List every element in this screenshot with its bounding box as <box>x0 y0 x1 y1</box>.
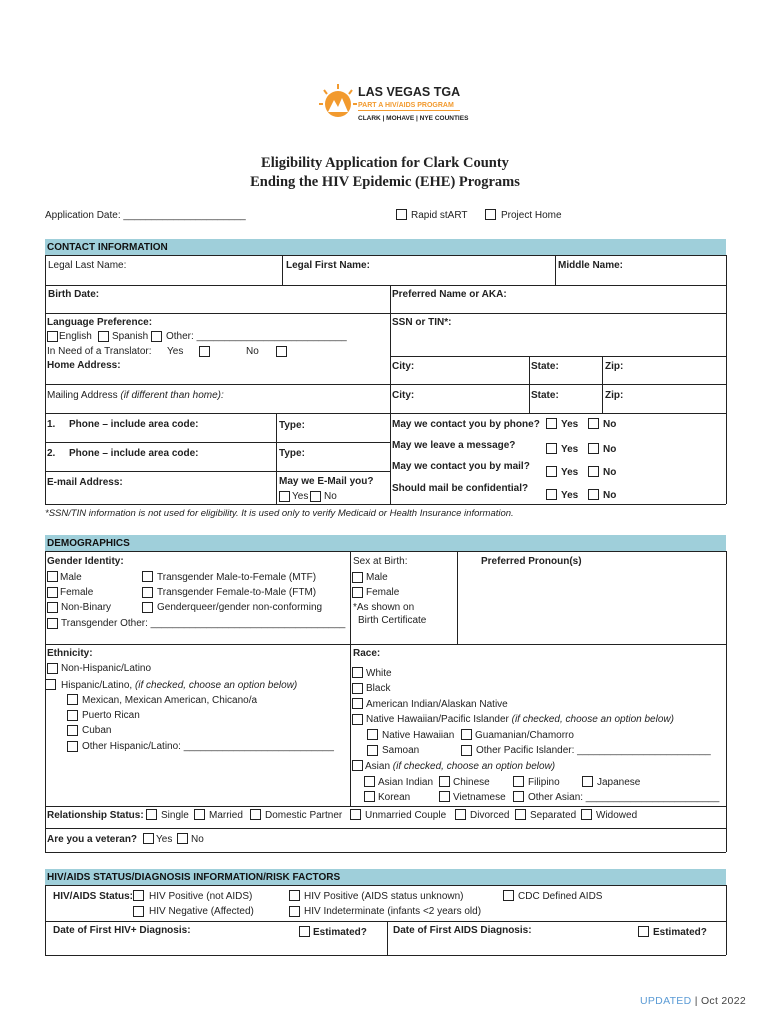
asian-indian-checkbox[interactable] <box>364 776 375 787</box>
asian-note: (if checked, choose an option below) <box>392 761 556 772</box>
may-email-no-label: No <box>324 491 337 502</box>
may-email-no-checkbox[interactable] <box>310 491 321 502</box>
english-checkbox[interactable] <box>47 331 58 342</box>
veteran-label: Are you a veteran? <box>47 834 138 845</box>
home-zip-field[interactable]: Zip: <box>605 361 624 372</box>
mailing-state-field[interactable]: State: <box>531 390 559 401</box>
spanish-label: Spanish <box>112 331 149 342</box>
other-asian-field[interactable]: Other Asian: ________________________ <box>528 792 720 803</box>
other-hispanic-checkbox[interactable] <box>67 741 78 752</box>
hiv-section-header: HIV/AIDS STATUS/DIAGNOSIS INFORMATION/RISK FACTORS <box>45 869 726 885</box>
separated-label: Separated <box>530 810 577 821</box>
birth-cert-note: Birth Certificate <box>358 615 427 626</box>
other-pi-checkbox[interactable] <box>461 745 472 756</box>
mailing-address-field[interactable] <box>47 390 224 402</box>
married-label: Married <box>209 810 243 821</box>
divider <box>45 551 726 552</box>
contact-phone-yes-label: Yes <box>561 419 579 430</box>
hiv-dx-estimated-checkbox[interactable] <box>299 926 310 937</box>
first-aids-dx-field[interactable]: Date of First AIDS Diagnosis: <box>393 925 532 936</box>
unmarried-couple-label: Unmarried Couple <box>365 810 447 821</box>
contact-phone-no-label: No <box>603 419 617 430</box>
hiv-positive-not-aids-checkbox[interactable] <box>133 890 144 901</box>
may-email-yes-checkbox[interactable] <box>279 491 290 502</box>
footer-updated <box>640 995 746 1007</box>
contact-mail-label: May we contact you by mail? <box>392 461 530 472</box>
gender-genderqueer-label: Genderqueer/gender non-conforming <box>157 602 323 613</box>
other-asian-checkbox[interactable] <box>513 791 524 802</box>
ssn-footnote: *SSN/TIN information is not used for eligibility. It is used only to verify Medicaid or Health Insurance information. <box>45 508 514 519</box>
contact-phone-label: May we contact you by phone? <box>392 419 540 430</box>
separated-checkbox[interactable] <box>515 809 526 820</box>
american-indian-label: American Indian/Alaskan Native <box>366 699 508 710</box>
leave-message-no-checkbox[interactable] <box>588 443 599 454</box>
contact-mail-yes-checkbox[interactable] <box>546 466 557 477</box>
demographics-section-header: DEMOGRAPHICS <box>45 535 726 551</box>
guamanian-checkbox[interactable] <box>461 729 472 740</box>
footer-updated-label: UPDATED <box>640 995 692 1007</box>
hiv-negative-checkbox[interactable] <box>133 906 144 917</box>
other-language-checkbox[interactable] <box>151 331 162 342</box>
project-home-label: Project Home <box>501 210 562 221</box>
hiv-indeterminate-checkbox[interactable] <box>289 906 300 917</box>
divider <box>555 255 556 285</box>
divider <box>45 471 390 472</box>
mail-confidential-yes-label: Yes <box>561 490 579 501</box>
home-address-field[interactable]: Home Address: <box>47 360 121 371</box>
phone1-type-field[interactable]: Type: <box>279 420 305 431</box>
divider <box>387 921 388 955</box>
phone2-field[interactable]: Phone – include area code: <box>69 448 199 459</box>
divider <box>390 285 391 504</box>
sex-at-birth-label: Sex at Birth: <box>353 556 408 567</box>
leave-message-yes-label: Yes <box>561 444 579 455</box>
mail-confidential-no-checkbox[interactable] <box>588 489 599 500</box>
samoan-label: Samoan <box>382 745 420 756</box>
rapid-start-checkbox[interactable] <box>396 209 407 220</box>
footer-date: | Oct 2022 <box>694 995 746 1007</box>
logo-counties: CLARK | MOHAVE | NYE COUNTIES <box>358 115 469 122</box>
aids-dx-estimated-checkbox[interactable] <box>638 926 649 937</box>
hiv-status-label: HIV/AIDS Status: <box>53 891 134 902</box>
non-hispanic-checkbox[interactable] <box>47 663 58 674</box>
sab-female-checkbox[interactable] <box>352 587 363 598</box>
leave-message-no-label: No <box>603 444 617 455</box>
spanish-checkbox[interactable] <box>98 331 109 342</box>
native-hawaiian-label: Native Hawaiian <box>382 730 455 741</box>
hiv-dx-estimated-label: Estimated? <box>313 927 367 938</box>
gender-nonbinary-label: Non-Binary <box>61 602 112 613</box>
divider <box>529 356 530 413</box>
rapid-start-label: Rapid stART <box>411 210 468 221</box>
mailing-zip-field[interactable]: Zip: <box>605 390 624 401</box>
filipino-checkbox[interactable] <box>513 776 524 787</box>
asian-text: Asian <box>365 761 391 772</box>
american-indian-checkbox[interactable] <box>352 698 363 709</box>
hiv-positive-unknown-label: HIV Positive (AIDS status unknown) <box>304 891 464 902</box>
gender-identity-label: Gender Identity: <box>47 556 124 567</box>
divider <box>350 551 351 806</box>
gender-ftm-label: Transgender Female-to-Male (FTM) <box>157 587 317 598</box>
as-shown-note: *As shown on <box>353 602 415 613</box>
widowed-checkbox[interactable] <box>581 809 592 820</box>
single-checkbox[interactable] <box>146 809 157 820</box>
korean-checkbox[interactable] <box>364 791 375 802</box>
divider <box>45 885 726 886</box>
translator-label: In Need of a Translator: <box>47 346 152 357</box>
divider <box>276 413 277 504</box>
divider <box>45 885 46 955</box>
logo <box>318 82 478 128</box>
divider <box>45 921 726 922</box>
gender-male-label: Male <box>60 572 82 583</box>
mail-confidential-no-label: No <box>603 490 617 501</box>
widowed-label: Widowed <box>596 810 638 821</box>
divider <box>726 885 727 955</box>
mail-confidential-label: Should mail be confidential? <box>392 483 529 494</box>
pronouns-field[interactable]: Preferred Pronoun(s) <box>481 556 582 567</box>
gender-nonbinary-checkbox[interactable] <box>47 602 58 613</box>
asian-indian-label: Asian Indian <box>378 777 434 788</box>
may-email-yes-label: Yes <box>292 491 309 502</box>
hiv-positive-not-aids-label: HIV Positive (not AIDS) <box>149 891 253 902</box>
white-checkbox[interactable] <box>352 667 363 678</box>
english-label: English <box>59 331 92 342</box>
middle-name-field[interactable]: Middle Name: <box>558 260 624 271</box>
cdc-aids-checkbox[interactable] <box>503 890 514 901</box>
mailing-address-label: Mailing Address <box>47 390 118 401</box>
filipino-label: Filipino <box>528 777 560 788</box>
divider <box>45 255 46 504</box>
mailing-address-note: (if different than home): <box>120 390 224 401</box>
divider <box>45 285 726 286</box>
divider <box>45 852 726 853</box>
gender-male-checkbox[interactable] <box>47 571 58 582</box>
hiv-negative-label: HIV Negative (Affected) <box>149 906 254 917</box>
korean-label: Korean <box>378 792 411 803</box>
gender-trans-other-field[interactable]: Transgender Other: ___________________________________ <box>61 618 346 629</box>
vietnamese-label: Vietnamese <box>453 792 506 803</box>
divider <box>45 504 726 505</box>
divorced-checkbox[interactable] <box>455 809 466 820</box>
page-title-line1: Eligibility Application for Clark County <box>261 155 509 171</box>
divider <box>45 644 726 645</box>
email-field[interactable]: E-mail Address: <box>47 477 123 488</box>
divider <box>45 828 726 829</box>
home-city-field[interactable]: City: <box>392 361 415 372</box>
aids-dx-estimated-label: Estimated? <box>653 927 707 938</box>
puerto-rican-checkbox[interactable] <box>67 710 78 721</box>
application-date-field[interactable]: Application Date: ______________________ <box>45 210 246 221</box>
asian-checkbox[interactable] <box>352 760 363 771</box>
cdc-aids-label: CDC Defined AIDS <box>518 891 603 902</box>
language-pref-label: Language Preference: <box>47 317 153 328</box>
gender-genderqueer-checkbox[interactable] <box>142 602 153 613</box>
mailing-city-field[interactable]: City: <box>392 390 415 401</box>
phone2-type-field[interactable]: Type: <box>279 448 305 459</box>
puerto-rican-label: Puerto Rican <box>82 710 140 721</box>
chinese-checkbox[interactable] <box>439 776 450 787</box>
translator-no-checkbox[interactable] <box>276 346 287 357</box>
leave-message-yes-checkbox[interactable] <box>546 443 557 454</box>
translator-yes-checkbox[interactable] <box>199 346 210 357</box>
contact-mail-no-checkbox[interactable] <box>588 466 599 477</box>
gender-female-label: Female <box>60 587 94 598</box>
veteran-yes-checkbox[interactable] <box>143 833 154 844</box>
black-label: Black <box>366 683 391 694</box>
divider <box>45 384 726 385</box>
other-language-field[interactable]: Other: ___________________________ <box>166 331 347 342</box>
sab-female-label: Female <box>366 587 400 598</box>
divider <box>45 255 726 256</box>
home-state-field[interactable]: State: <box>531 361 559 372</box>
logo-title: LAS VEGAS TGA <box>358 85 461 99</box>
domestic-partner-checkbox[interactable] <box>250 809 261 820</box>
japanese-checkbox[interactable] <box>582 776 593 787</box>
gender-mtf-checkbox[interactable] <box>142 571 153 582</box>
hispanic-label <box>61 680 297 692</box>
legal-first-name-field[interactable]: Legal First Name: <box>286 260 370 271</box>
japanese-label: Japanese <box>597 777 641 788</box>
divider <box>45 806 726 807</box>
veteran-no-checkbox[interactable] <box>177 833 188 844</box>
divider <box>726 255 727 504</box>
asian-label <box>365 761 555 773</box>
non-hispanic-label: Non-Hispanic/Latino <box>61 663 152 674</box>
cuban-checkbox[interactable] <box>67 725 78 736</box>
relationship-status-label: Relationship Status: <box>47 810 144 821</box>
divider <box>390 356 726 357</box>
sun-logo-icon <box>318 82 358 124</box>
legal-last-name-field[interactable]: Legal Last Name: <box>48 260 127 271</box>
sab-male-label: Male <box>366 572 388 583</box>
unmarried-couple-checkbox[interactable] <box>350 809 361 820</box>
phone2-number: 2. <box>47 448 56 459</box>
contact-phone-no-checkbox[interactable] <box>588 418 599 429</box>
may-email-label: May we E-Mail you? <box>279 476 374 487</box>
contact-phone-yes-checkbox[interactable] <box>546 418 557 429</box>
logo-subtitle: PART A HIV/AIDS PROGRAM <box>358 102 454 109</box>
hispanic-note: (if checked, choose an option below) <box>134 680 298 691</box>
page-title-line2: Ending the HIV Epidemic (EHE) Programs <box>250 174 520 190</box>
ethnicity-label: Ethnicity: <box>47 648 93 659</box>
phone1-number: 1. <box>47 419 56 430</box>
mail-confidential-yes-checkbox[interactable] <box>546 489 557 500</box>
mexican-label: Mexican, Mexican American, Chicano/a <box>82 695 258 706</box>
nhpi-text: Native Hawaiian/Pacific Islander <box>366 714 509 725</box>
translator-yes-label: Yes <box>167 346 184 357</box>
ssn-field[interactable]: SSN or TIN*: <box>392 317 452 328</box>
domestic-partner-label: Domestic Partner <box>265 810 343 821</box>
cuban-label: Cuban <box>82 725 112 736</box>
divider <box>45 551 46 852</box>
nhpi-label <box>366 714 674 726</box>
contact-mail-yes-label: Yes <box>561 467 579 478</box>
hispanic-text: Hispanic/Latino, <box>61 680 133 691</box>
divider <box>45 313 726 314</box>
veteran-no-label: No <box>191 834 204 845</box>
black-checkbox[interactable] <box>352 683 363 694</box>
translator-no-label: No <box>246 346 259 357</box>
divider <box>45 442 390 443</box>
gender-female-checkbox[interactable] <box>47 587 58 598</box>
first-hiv-dx-field[interactable]: Date of First HIV+ Diagnosis: <box>53 925 191 936</box>
nhpi-note: (if checked, choose an option below) <box>511 714 674 725</box>
leave-message-label: May we leave a message? <box>392 440 516 451</box>
preferred-name-field[interactable]: Preferred Name or AKA: <box>392 289 507 300</box>
divider <box>45 955 726 956</box>
divider <box>726 551 727 852</box>
white-label: White <box>366 668 392 679</box>
divorced-label: Divorced <box>470 810 510 821</box>
samoan-checkbox[interactable] <box>367 745 378 756</box>
guamanian-label: Guamanian/Chamorro <box>475 730 574 741</box>
logo-divider <box>358 110 460 111</box>
mexican-checkbox[interactable] <box>67 694 78 705</box>
contact-section-header: CONTACT INFORMATION <box>45 239 726 255</box>
birth-date-field[interactable]: Birth Date: <box>48 289 100 300</box>
phone1-field[interactable]: Phone – include area code: <box>69 419 199 430</box>
native-hawaiian-checkbox[interactable] <box>367 729 378 740</box>
divider <box>457 551 458 644</box>
race-label: Race: <box>353 648 381 659</box>
sab-male-checkbox[interactable] <box>352 572 363 583</box>
single-label: Single <box>161 810 189 821</box>
married-checkbox[interactable] <box>194 809 205 820</box>
vietnamese-checkbox[interactable] <box>439 791 450 802</box>
hiv-positive-unknown-checkbox[interactable] <box>289 890 300 901</box>
hispanic-checkbox[interactable] <box>45 679 56 690</box>
hiv-indeterminate-label: HIV Indeterminate (infants <2 years old) <box>304 906 482 917</box>
gender-mtf-label: Transgender Male-to-Female (MTF) <box>157 572 317 583</box>
gender-ftm-checkbox[interactable] <box>142 587 153 598</box>
other-pi-field[interactable]: Other Pacific Islander: ________________________ <box>476 745 711 756</box>
project-home-checkbox[interactable] <box>485 209 496 220</box>
other-hispanic-field[interactable]: Other Hispanic/Latino: ___________________________ <box>82 741 334 752</box>
gender-trans-other-checkbox[interactable] <box>47 618 58 629</box>
contact-mail-no-label: No <box>603 467 617 478</box>
nhpi-checkbox[interactable] <box>352 714 363 725</box>
divider <box>282 255 283 285</box>
divider <box>602 356 603 413</box>
chinese-label: Chinese <box>453 777 490 788</box>
divider <box>45 413 726 414</box>
veteran-yes-label: Yes <box>156 834 173 845</box>
